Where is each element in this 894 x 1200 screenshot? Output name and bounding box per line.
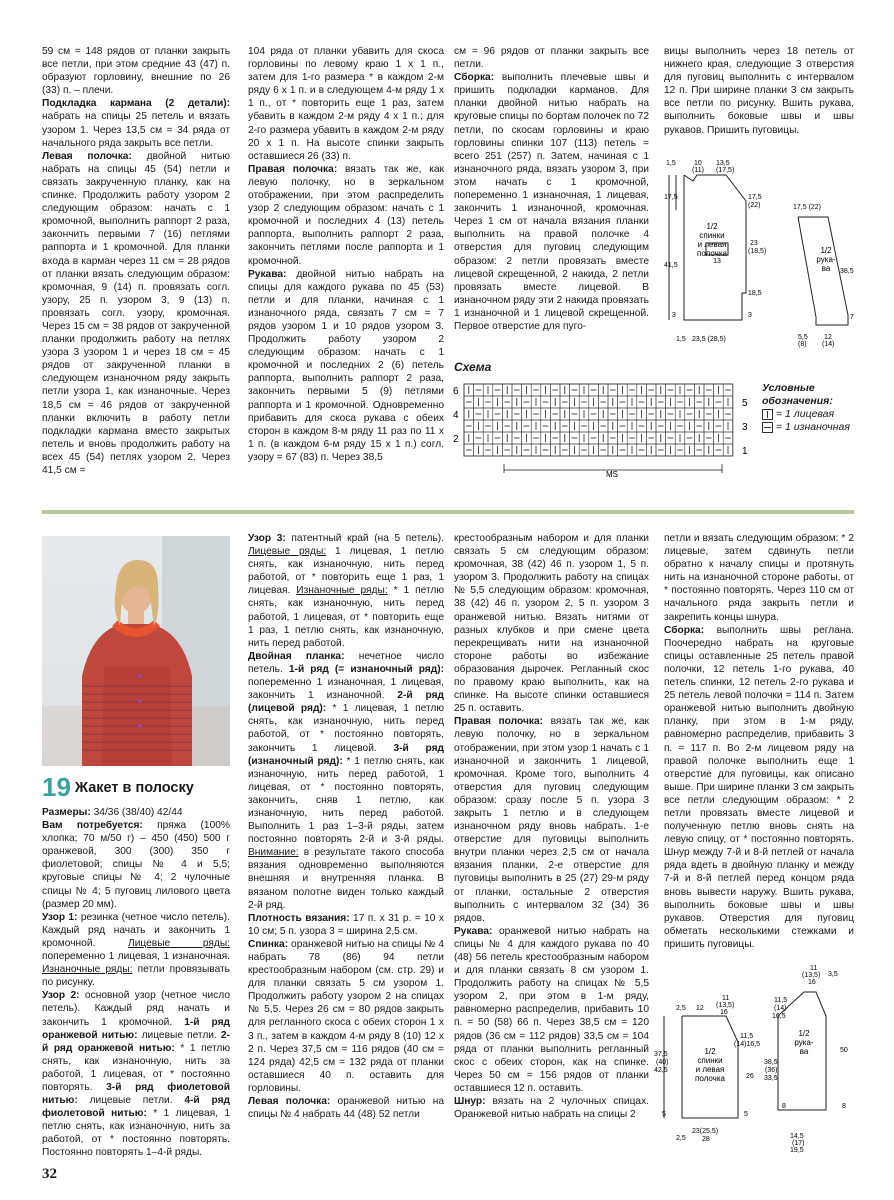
paragraph <box>42 819 230 911</box>
panel-label: полочка <box>697 249 727 258</box>
section-heading: Сборка: <box>454 72 495 84</box>
paragraph <box>454 1095 649 1121</box>
paragraph-text: двойной нитью набрать на спицы для каждого рукава по 45 (53) петли и для планки, начиная с 1 изнаночного ряда, связать 7 см = 7 рядов узором 1 и 10 рядов узором 3. Продолжить работу узором 2 следующим образом: начать с 1 кромочной и последних 2 (6) петель раппорта, выполнить раппорт 2 раза, закончить первыми 5 (9) петлями раппорта и 1 кромочной. Одновременно прибавить для скоса рукава с обеих сторон в каждом 8-м ряду 11 раз по 11 х 1 п. (в каждом 6-м ряду 15 х 1 п.) согл. узору = 67 (83) п. Через 38,5 <box>248 268 444 463</box>
measure-label: 14,5 <box>790 1133 804 1140</box>
paragraph-text: выполнить плечевые швы и пришить подкладки карманов. Для планки двойной нитью набрать на круговые спицы по бортам полочек по 72 петли, по скосам горловины и краю горловины спинки 107 (113) петель = всего 251 (257) п. Затем, начиная с 1 изнаночного ряда, вязать узором 3, при этом начать с 1 кромочной, попеременно 1 изнаночная, 1 лицевая, закончить 1 изнаночной, кромочная. Через 1 см от начала вязания планки выполнить на правой полочке 4 отверстия для пуговиц следующим образом: 2 петли провязать вместе лицевой скрещенной, 2 накида, 2 петли провязать вместе лицевой. В изнаночном ряду эти 2 накида провязать 1 изнаночной и 1 лицевой скрещенной. Первое отверстие для пуго- <box>454 72 649 332</box>
underlined-heading: Лицевые ряды: <box>248 546 327 558</box>
section-heading: Подкладка кармана (2 детали): <box>42 98 230 110</box>
paragraph-text: * 1 петлю снять, как изнаночную, нить за работой, 1 лицевая, от * постоянно повторять. <box>42 1042 230 1093</box>
section-heading: Узор 3: <box>248 533 286 544</box>
schematic-sleeve-lower <box>764 962 858 1162</box>
text-column-5 <box>42 806 230 1160</box>
measure-label: 1,5 <box>676 336 686 343</box>
measure-label: 38,5 <box>840 268 854 275</box>
underlined-heading: Изнаночные ряды: <box>42 964 133 976</box>
legend <box>762 382 854 434</box>
section-heading: Вам потребуется: <box>42 820 143 832</box>
paragraph-text: * 1 лицевая, 1 петлю снять, как изнаночную, нить за работой, от * постоянно повторять. Постоянно повторять 1–4-й ряды. <box>42 1108 230 1159</box>
page-number: 32 <box>42 1166 57 1182</box>
measure-label: 13,5 <box>716 160 730 167</box>
measure-label: 50 <box>840 1047 848 1054</box>
panel-label: 1/2 <box>706 222 718 231</box>
legend-label: = 1 изнаночная <box>776 421 850 433</box>
measure-label: 17,5 <box>664 194 678 201</box>
text-column-1 <box>42 45 230 477</box>
paragraph <box>248 650 444 912</box>
paragraph <box>248 532 444 650</box>
paragraph-text: попеременно 1 лицевая, 1 изнаночная. <box>42 951 230 963</box>
paragraph <box>42 806 230 819</box>
section-heading: Двойная планка: <box>248 650 345 662</box>
paragraph <box>248 1095 444 1121</box>
underlined-heading: Внимание: <box>248 847 299 859</box>
paragraph <box>248 938 444 1095</box>
paragraph-text: выполнить швы реглана. Поочередно набрать на круговые спицы оставленные 25 петель правой полочки, 12 петель 1-го рукава, 40 петель спинки, 12 петель 2-го рукава и 25 петель левой полочки = 114 п. Затем оранжевой нитью выполнить двойную планку, при этом в 1-м ряду, равномерно распределив, прибавить 3 п. = 117 п. Во 2-м лицевом ряду на правой полочке выполнить еще 1 отверстие для пуговицы, как описано выше. При ширине планки 3 см закрыть все петли следующим образом: * 2 петли провязать вместе лицевой и полученную петлю вновь снять на левую спицу, от * постоянно повторять. Шнур между 7-й и 8-й петлей от начала ряда вдеть в двойную планку и между 7-й и 8-й петлей перед концом ряда вновь вывести наружу. Вшить рукава, выполнить боковые швы и швы рукавов. Отверстия для пуговиц обметать несколькими стежками и пришить пуговицы. <box>664 624 854 950</box>
measure-label: 23,5 (28,5) <box>692 336 726 343</box>
row-number: 4 <box>453 410 459 421</box>
section-heading: Рукава: <box>248 268 287 280</box>
row-heading: 1-й ряд (= изнаночный ряд): <box>288 663 444 675</box>
pocket-label: 13 <box>713 258 721 265</box>
measure-label: (13,5) <box>802 972 821 979</box>
section-heading: Сборка: <box>664 624 705 636</box>
underlined-heading: Изнаночные ряды: <box>296 585 388 597</box>
paragraph-text: лицевые петли. <box>137 1029 217 1041</box>
measure-label: 33,5 <box>764 1075 778 1082</box>
measure-label: 5 <box>744 1111 748 1118</box>
section-heading: Узор 2: <box>42 990 80 1002</box>
section-heading: Шнур: <box>454 1096 486 1108</box>
paragraph: см = 96 рядов от планки закрыть все петли. <box>454 46 649 71</box>
text-column-7 <box>454 532 649 1121</box>
paragraph <box>454 71 649 333</box>
paragraph-text: * 1 лицевая, 1 петлю снять, как изнаночную, нить перед работой, от * постоянно повторять, закончить 1 лицевой. <box>248 703 444 754</box>
measure-label: 5 <box>662 1111 666 1118</box>
section-heading: Плотность вязания: <box>248 912 350 924</box>
section-heading: Левая полочка: <box>42 150 132 162</box>
measure-label: 7 <box>850 314 854 321</box>
panel-label: полочка <box>695 1074 725 1083</box>
paragraph <box>248 912 444 938</box>
measure-label: (14) <box>774 1005 787 1012</box>
paragraph <box>454 925 649 1095</box>
text-column-4 <box>664 45 854 137</box>
paragraph <box>42 97 230 149</box>
paragraph-text: * 1 петлю снять, как изнаночную, нить перед работой, 1 лицевая, от * постоянно повторять, закончить, сняв 1 петлю, как изнаночную, нить перед работой. Выполнить 1 раз 1–3-й ряды, затем постоянно повторять 2-й и 3-й ряды. <box>248 755 445 846</box>
measure-label: 12 <box>824 334 832 341</box>
row-number: 5 <box>742 398 748 409</box>
measure-label: 11,5 <box>740 1033 754 1040</box>
measure-label: 8 <box>842 1103 846 1110</box>
panel-label: спинки <box>699 231 725 240</box>
paragraph-text: 17 п. х 31 р. = 10 х 10 см; 5 п. узора 3 = ширина 2,5 см. <box>248 912 444 937</box>
measure-label: 17,5 (22) <box>793 204 822 211</box>
panel-label: и левая <box>697 240 727 249</box>
measure-label: (11) <box>692 167 704 174</box>
panel-label: и левая <box>695 1065 725 1074</box>
paragraph-text: оранжевой нитью на спицы № 4 набрать 78 (86) 94 петли крестообразным набором (см. стр. 29) и для планки связать 5 см узором 1. Продолжить работу узором 2 на спицах № 5,5. Через 26 см = 80 рядов закрыть для регланного скоса с обеих сторон 1 х 3 п., затем в каждом 4-м ряду 8 (10) 12 х 2 п. Через 37,5 см = 116 рядов (40 см = 124 ряда) 42,5 см = 132 ряда от планки оставшиеся 40 п. оставить для горловины. <box>248 938 444 1094</box>
row-heading: 2-й ряд (лицевой ряд): <box>248 690 444 715</box>
panel-label: 1/2 <box>798 1029 810 1038</box>
measure-label: 37,5 <box>654 1051 668 1058</box>
row-number: 6 <box>453 386 459 397</box>
measure-label: 26 <box>746 1073 754 1080</box>
measure-label: (17,5) <box>716 167 735 174</box>
section-heading: Левая полочка: <box>248 1096 331 1108</box>
model-title <box>42 772 230 802</box>
measure-label: (8) <box>798 341 807 348</box>
paragraph-text: основной узор (четное число петель). Каждый ряд начать и закончить 1 кромочной. <box>42 990 231 1028</box>
row-heading: 3-й ряд (изнаночный ряд): <box>248 742 444 767</box>
measure-label: 18,5 <box>748 290 762 297</box>
measure-label: 16 <box>808 979 816 986</box>
row-heading: 3-й ряд фиолетовой нитью: <box>42 1081 230 1107</box>
text-column-6 <box>248 532 444 1121</box>
knit-symbol-icon <box>762 409 773 420</box>
schematic-sleeve-upper <box>788 195 858 355</box>
measure-label: 3,5 <box>828 971 838 978</box>
paragraph-text: 1 лицевая, 1 петлю снять, как изнаночную, нить перед работой, от * повторить еще 1 раз, 1 лицевая. <box>248 546 444 597</box>
row-number: 2 <box>453 434 459 445</box>
measure-label: 2,5 <box>676 1135 686 1142</box>
paragraph-text: оранжевой нитью на спицы № 4 набрать 44 (48) 52 петли <box>248 1096 444 1121</box>
paragraph: вицы выполнить через 18 петель от нижнего края, следующие 3 отверстия для пуговиц выполнить с интервалом 12 п. При ширине планки 3 см закрыть все петли по рисунку. Вшить рукава, выполнить боковые швы и швы рукавов. Пришить пуговицы. <box>664 46 854 136</box>
measure-label: 16 <box>720 1009 728 1016</box>
measure-label: (14)16,5 <box>734 1041 761 1048</box>
legend-row-knit <box>762 408 854 421</box>
measure-label: (13,5) <box>716 1002 735 1009</box>
paragraph: петли и вязать следующим образом: * 2 лицевые, затем сдвинуть петли обратно к началу спицы и протянуть нить на изнаночной стороне работы, от * постоянно повторять. Через 110 см от начального ряда закрыть петли и закрепить концы шнура. <box>664 533 854 623</box>
section-heading: Узор 1: <box>42 911 78 923</box>
paragraph-text: вязать на 2 чулочных спицах. Оранжевой нитью набрать на спицы 2 <box>454 1096 649 1121</box>
legend-title: Условные обозначения: <box>762 382 833 407</box>
paragraph-text: * 1 петлю снять, как изнаночную, нить перед работой, 1 лицевая, от * повторить еще 1 раз, 1 петлю снять, как изнаночную, нить перед работой. <box>248 585 444 649</box>
section-heading: Правая полочка: <box>248 163 338 175</box>
schematic-back-front-lower <box>654 990 768 1160</box>
paragraph-text: в результате такого способа вязания одновременно выполняются внешняя и внутренняя планка. В вязаном полотне виден только каждый 2-й ряд. <box>248 847 444 911</box>
text-column-3 <box>454 45 649 333</box>
measure-label: 10 <box>694 160 702 167</box>
section-heading: Рукава: <box>454 925 493 937</box>
paragraph-text: петли провязывать по рисунку. <box>42 964 230 989</box>
panel-label: рука- <box>794 1038 814 1047</box>
panel-label: спинки <box>697 1056 723 1065</box>
measure-label: 11 <box>722 995 730 1002</box>
chart-grid <box>464 384 733 456</box>
legend-label: = 1 лицевая <box>776 408 835 420</box>
measure-label: 38,5 <box>764 1059 778 1066</box>
panel-label: ва <box>799 1047 809 1056</box>
paragraph-text: набрать на спицы 25 петель и вязать узором 1. Через 13,5 см = 34 ряда от начального ряда закрыть все петли. <box>42 111 230 149</box>
measure-label: 11 <box>810 965 818 972</box>
panel-label: 1/2 <box>820 246 832 255</box>
paragraph <box>42 989 230 1159</box>
paragraph: крестообразным набором и для планки связать 5 см следующим образом: кромочная, 38 (42) 46 п. узором 1, 5 п. узором 3. Продолжить работу на спицах № 5,5 следующим образом: кромочная, 38 (42) 46 п. узором 2, 5 п. узором 3 оранжевой нитью. Вязать нитями от разных клубков и при смене цвета перекрещивать нити на изнаночной стороне работы во избежание образования дырочек. Регланный скос по правому краю выполнить, как на спинке. На высоте спинки оставшиеся 25 п. оставить. <box>454 533 649 715</box>
schema-title: Схема <box>454 360 492 374</box>
section-divider <box>42 510 854 514</box>
measure-label: 12 <box>696 1005 704 1012</box>
measure-label: (36) <box>765 1067 778 1074</box>
paragraph-text: лицевые петли. <box>77 1095 173 1107</box>
measure-label: 16,5 <box>772 1013 786 1020</box>
measure-label: 42,5 <box>654 1067 668 1074</box>
model-name: Жакет в полоску <box>74 779 194 796</box>
paragraph-text: оранжевой нитью набрать на спицы № 4 для каждого рукава по 40 (48) 56 петель крестообразным набором и для планки связать 8 см узором 1. Продолжить работу на спицах № 5,5 узором 2, при этом в 1-м ряду, равномерно распределив, прибавить 10 п. = 50 (58) 66 п. Через 38,5 см = 120 рядов (36 см = 112 рядов) 33,5 см = 104 ряда от планки выполнить регланный скос с обеих сторон, как на спинке. Через 50 см = 156 рядов от планки оставшиеся 12 п. оставить. <box>454 925 649 1094</box>
row-heading: 1-й ряд оранжевой нитью: <box>42 1016 230 1041</box>
measure-label: 17,5 <box>748 194 762 201</box>
measure-label: 1,5 <box>666 160 676 167</box>
paragraph: 59 см = 148 рядов от планки закрыть все петли, при этом средние 43 (47) п. образуют горловину, внешние по 26 (33) п. – плечи. <box>42 46 230 97</box>
panel-label: 1/2 <box>704 1047 716 1056</box>
legend-row-purl <box>762 421 854 434</box>
measure-label: (18,5) <box>748 248 767 255</box>
row-heading: 2-й ряд оранжевой нитью: <box>42 1029 230 1054</box>
measure-label: 11,5 <box>774 997 788 1004</box>
measure-label: 23 <box>750 240 758 247</box>
measure-label: (22) <box>748 202 761 209</box>
section-heading: Правая полочка: <box>454 716 544 728</box>
measure-label: 19,5 <box>790 1147 804 1154</box>
measure-label: (17) <box>792 1140 805 1147</box>
purl-symbol-icon <box>762 422 773 433</box>
measure-label: 28 <box>702 1136 710 1143</box>
paragraph-text: резинка (четное число петель). Каждый ряд начать и закончить 1 кромочной. <box>42 911 230 949</box>
section-heading: Размеры: <box>42 807 91 818</box>
paragraph <box>248 163 444 268</box>
paragraph <box>42 150 230 477</box>
underlined-heading: Лицевые ряды: <box>128 937 230 949</box>
measure-label: 2,5 <box>676 1005 686 1012</box>
paragraph-text: пряжа (100% хлопка; 70 м/50 г) – 450 (450) 500 г оранжевой, 300 (300) 350 г фиолетовой; спицы № 4 и 5,5; круговые спицы № 4; 2 чулочные спицы № 4; 5 пуговиц лилового цвета (размер 20 мм). <box>42 820 230 910</box>
repeat-label: MS <box>606 470 618 479</box>
text-column-2 <box>248 45 444 464</box>
model-photo <box>42 536 230 766</box>
paragraph-text: вязать так же, как левую полочку, но в зеркальном отображении, при этом распределить узор 2 следующим образом: начать с 1 кромочной и последних 4 (13) петель раппорта, выполнить раппорт 2 раза, закончить петлями после раппорта и 1 кромочной. <box>248 163 444 267</box>
paragraph <box>664 624 854 951</box>
row-number: 1 <box>742 446 748 457</box>
measure-label: 23(25,5) <box>692 1128 719 1135</box>
panel-label: рука- <box>816 255 836 264</box>
measure-label: 3 <box>748 312 752 319</box>
paragraph-text: нечетное число петель. <box>248 650 444 675</box>
schematic-back-front-upper <box>664 155 784 355</box>
row-heading: 4-й ряд фиолетовой нитью: <box>42 1095 230 1120</box>
measure-label: 8 <box>782 1103 786 1110</box>
paragraph-text: попеременно 1 изнаночная, 1 лицевая, закончить 1 изнаночной. <box>248 677 444 702</box>
text-column-8 <box>664 532 854 951</box>
model-photo-illustration <box>42 536 230 766</box>
paragraph <box>454 715 649 925</box>
paragraph-text: двойной нитью набрать на спицы 45 (54) петли и связать закрученную планку, как на спинке. Продолжить работу узором 2 следующим образом: начать с 1 кромочной, выполнить раппорт 2 раза, закончить первыми 7 (16) петлями раппорта и 1 кромочной. Для планки входа в карман через 11 см = 28 рядов от планки вязать следующим образом: кромочная, 9 (14) п. провязать согл. узору, 25 п. узором 3, 9 (13) п. провязать согл. узору, кромочная. Через 15 см = 38 рядов от закрученной планки продолжить работу на петлях узора 3 узором 1 и через 18 см = 45 рядов от закрученной планки в следующем изнаночном ряду закрыть петли узора 1, как изнаночные. Через 18,5 см = 46 рядов от закрученной планки включить в работу петли подкладки кармана вместо закрытых петель и вновь продолжить работу на всех 45 (54) петлях узором 2. Через 41,5 см = <box>42 150 230 476</box>
panel-label: ва <box>821 264 831 273</box>
stitch-chart <box>452 378 752 480</box>
measure-label: 3 <box>672 312 676 319</box>
paragraph: 104 ряда от планки убавить для скоса горловины по левому краю 1 х 1 п., затем для 1-го размера * в каждом 2-м ряду 6 х 1 п. и в следующем 4-м ряду 1 х 1 п., от * повторить еще 1 раз, затем убавить в каждом 2-м ряду 4 х 1 п.; для 2-го размера убавить в каждом 2-м ряду 20 х 1 п. На высоте спинки закрыть оставшиеся 26 (33) п. <box>248 46 444 162</box>
measure-label: (14) <box>822 341 835 348</box>
measure-label: (40) <box>656 1059 669 1066</box>
measure-label: 5,5 <box>798 334 808 341</box>
model-number: 19 <box>42 772 71 802</box>
paragraph-text: 34/36 (38/40) 42/44 <box>90 807 183 818</box>
paragraph <box>248 268 444 464</box>
paragraph <box>42 911 230 990</box>
row-number: 3 <box>742 422 748 433</box>
paragraph-text: патентный край (на 5 петель). <box>285 533 444 544</box>
measure-label: 41,5 <box>664 262 678 269</box>
paragraph-text: вязать так же, как левую полочку, но в зеркальном отображении, при этом узор 1 начать с 1 изнаночной и закончить 1 лицевой, кромочная. Кроме того, выполнить 4 отверстия для пуговиц следующим образом: сразу после 5 п. узора 3 закрыть 1 петлю и в следующем изнаночном ряду вновь набрать. 1-е отверстие для пуговицы выполнить внутри планки через 2,5 см от начала вязания планки, 2-е отверстие для пуговицы выполнить в 25 (27) 29-м ряду от планки, остальные 2 отверстия выполнить с интервалом 32 (34) 36 рядов. <box>454 716 650 924</box>
section-heading: Спинка: <box>248 938 289 950</box>
